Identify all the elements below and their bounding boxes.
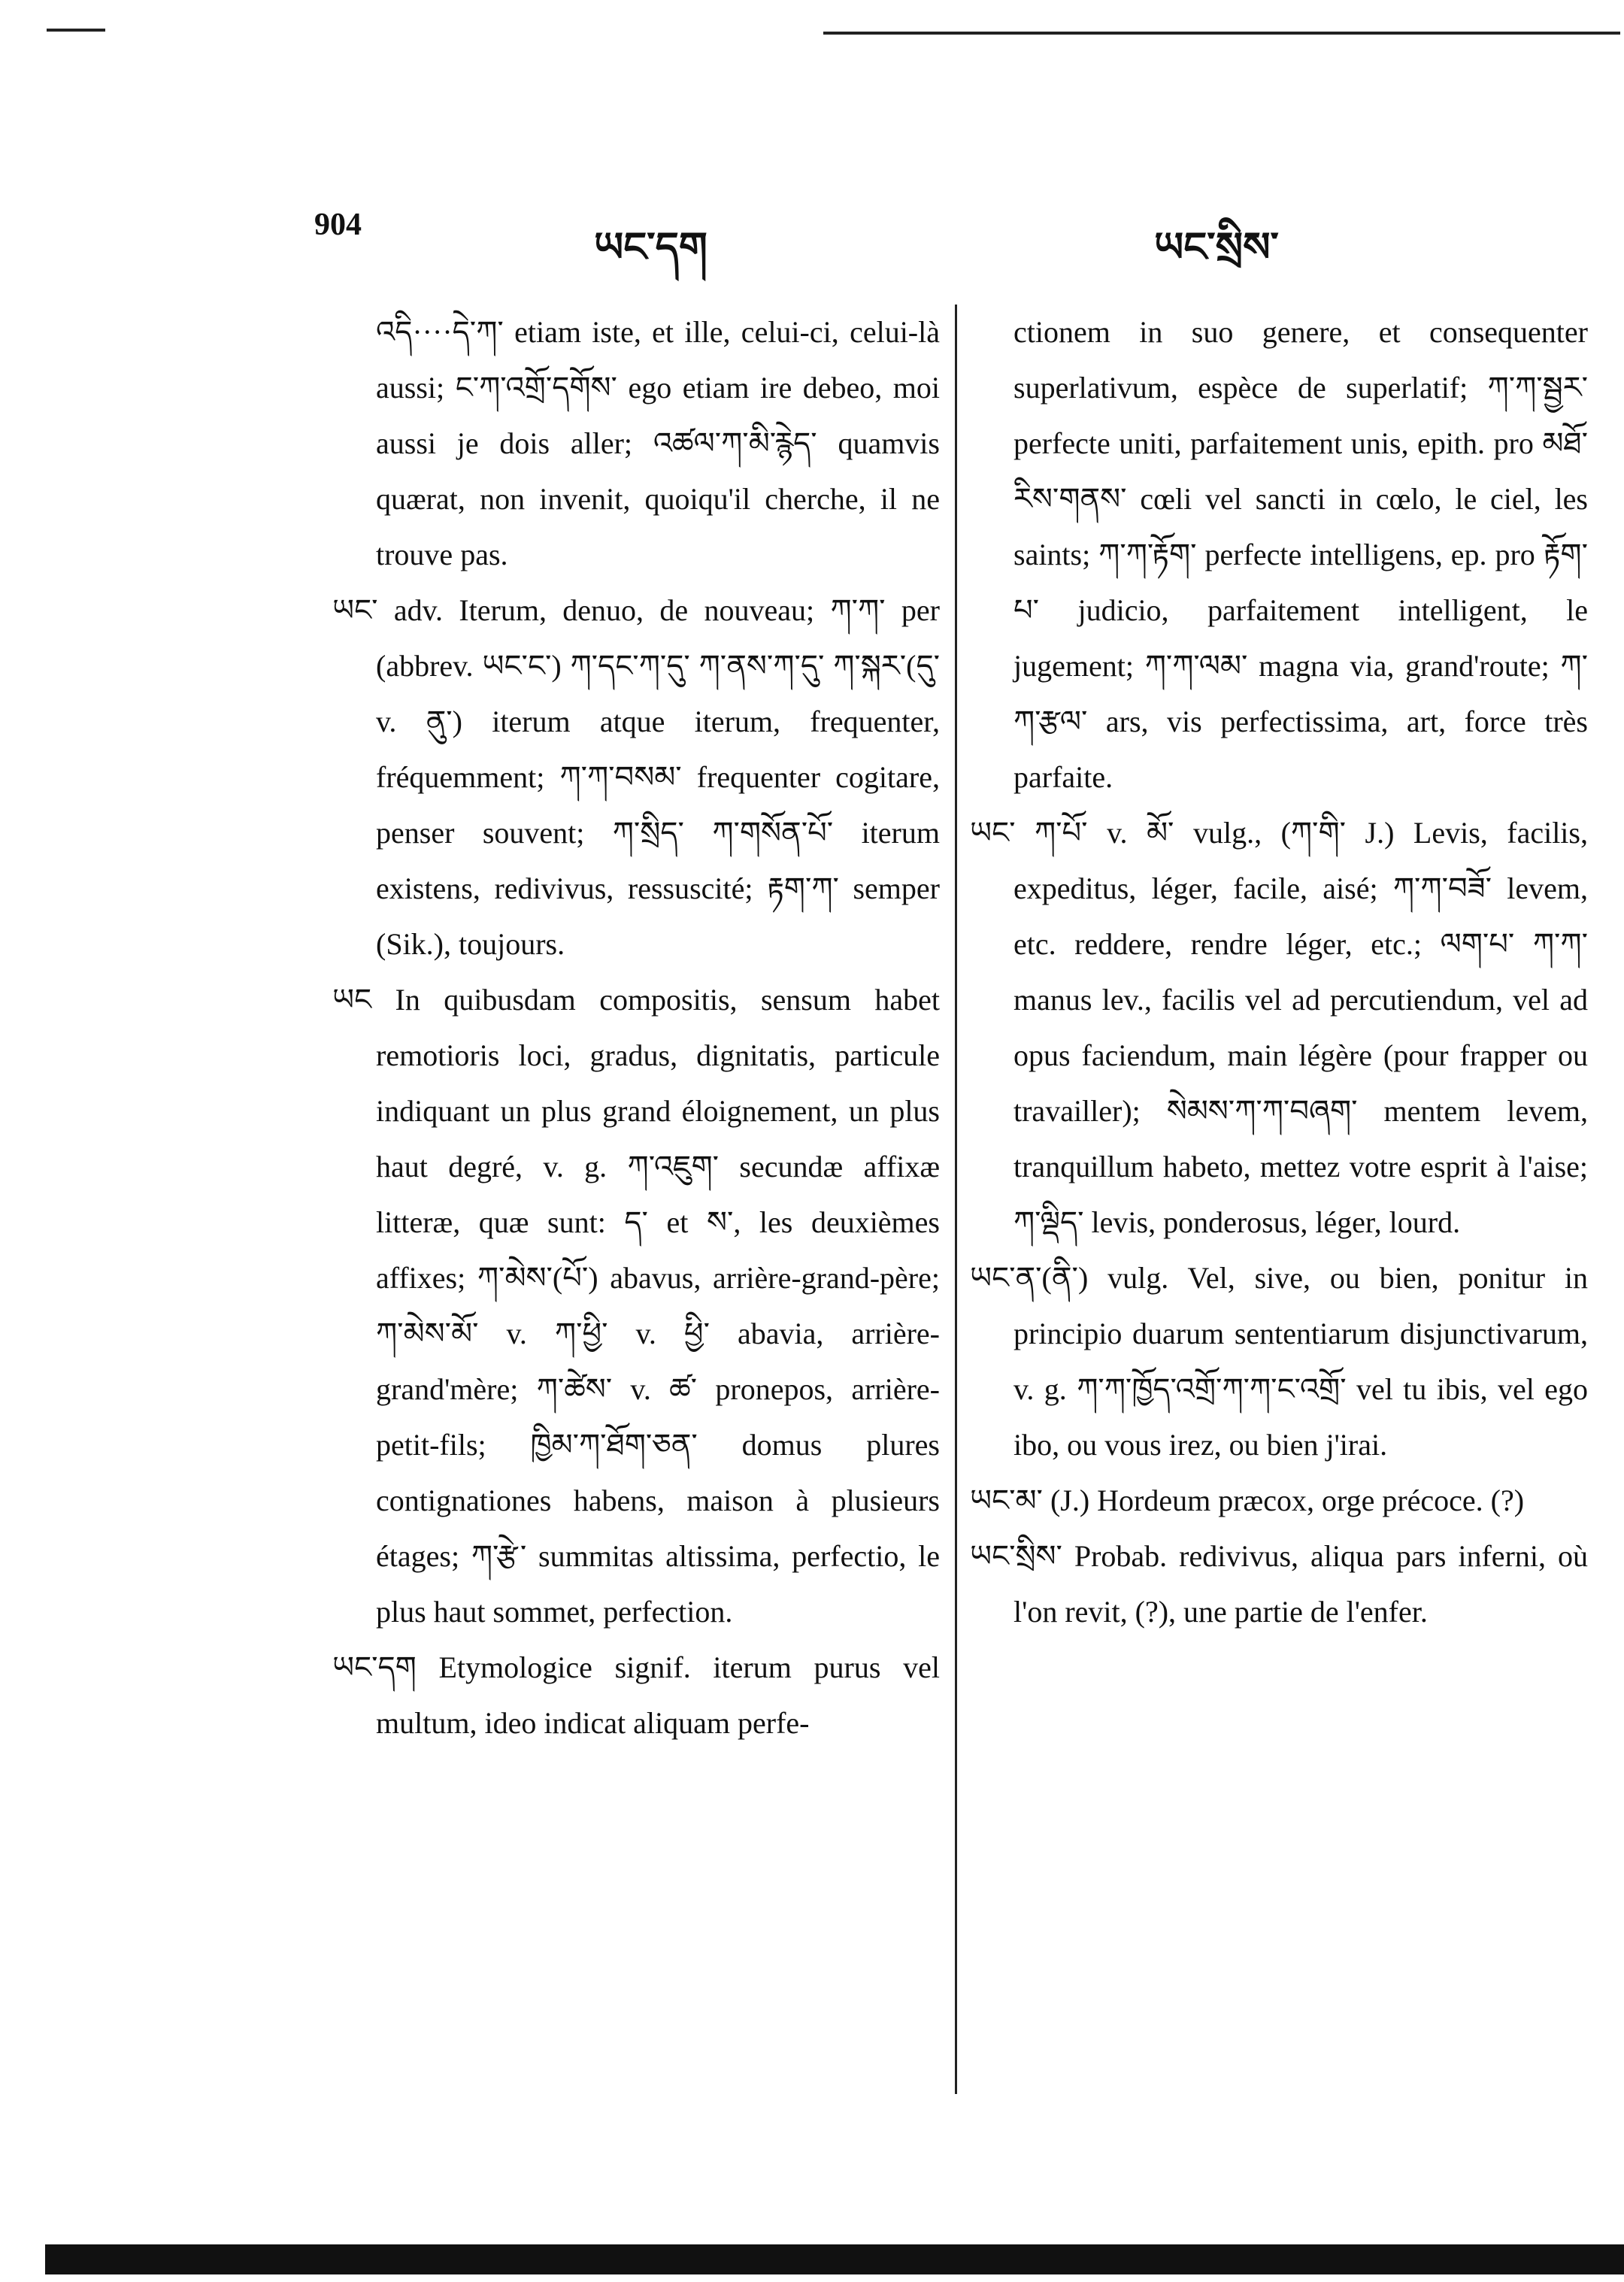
- right-entry-5: ཡང་སྲིས་ Probab. redivivus, aliqua pars inferni, où l'on revit, (?), une partie de l'enfer.: [970, 1539, 1588, 1629]
- left-entry-3: ཡང In quibusdam compositis, sensum habet remotioris loci, gradus, dignitatis, particule indiquant un plus grand éloignement, un plus haut degré, v. g. ཀ་འཇུག་ secundæ affixæ litteræ, quæ sunt: ད་ et ས་, les deuxièmes affixes; ཀ་མེས་(པོ་) abavus, arrière-grand-père; ཀ་མེས་མོ་ v. ཀ་ཕྱི་ v. ཕྱི་ abavia, arrière-grand'mère; ཀ་ཚེས་ v. ཚ་ pronepos, arrière-petit-fils; ཁྱིམ་ཀ་ཐོག་ཅན་ domus plures contignationes habens, maison à plusieurs étages; ཀ་རྩེ་ summitas altissima, perfectio, le plus haut sommet, perfection.: [332, 983, 940, 1629]
- left-column: [332, 305, 940, 1751]
- left-entry-4: ཡང་དག Etymologice signif. iterum purus vel multum, ideo indicat aliquam perfe-: [332, 1650, 940, 1740]
- right-entry-4: ཡང་མ་ (J.) Hordeum præcox, orge précoce. (?): [970, 1483, 1525, 1517]
- top-left-rule: [47, 29, 105, 32]
- bottom-scan-edge: [45, 2244, 1624, 2274]
- right-entry-3: ཡང་ན་(ནི་) vulg. Vel, sive, ou bien, ponitur in principio duarum sententiarum disjunctivarum, v. g. ཀ་ཀ་ཁྱོད་འགྲོ་ཀ་ཀ་ང་འགྲོ་ vel tu ibis, vel ego ibo, ou vous irez, ou bien j'irai.: [970, 1261, 1588, 1462]
- right-column: [970, 305, 1588, 1640]
- column-divider: [955, 305, 957, 2094]
- page-number: 904: [314, 208, 362, 242]
- header-right-word: ཡང་སྲིས་: [1154, 223, 1279, 271]
- right-entry-2: ཡང་ ཀ་པོ་ v. མོ་ vulg., (ཀ་གི་ J.) Levis, facilis, expeditus, léger, facile, aisé; ཀ་ཀ་བཟོ་ levem, etc. reddere, rendre léger, etc.; ལག་པ་ ཀ་ཀ་ manus lev., facilis vel ad percutiendum, vel ad opus faciendum, main légère (pour frapper ou travailler); སེམས་ཀ་ཀ་བཞག་ mentem levem, tranquillum habeto, mettez votre esprit à l'aise; ཀ་ལྡིད་ levis, ponderosus, léger, lourd.: [970, 816, 1588, 1239]
- left-entry-2: ཡང་ adv. Iterum, denuo, de nouveau; ཀ་ཀ་ per (abbrev. ཡང་ང་) ཀ་དང་ཀ་དུ་ ཀ་ནས་ཀ་དུ་ ཀ་སྐར་(དུ་ v. ནུ་) iterum atque iterum, frequenter, fréquemment; ཀ་ཀ་བསམ་ frequenter cogitare, penser souvent; ཀ་སྲིད་ ཀ་གསོན་པོ་ iterum existens, redivivus, ressuscité; རྟག་ཀ་ semper (Sik.), toujours.: [332, 593, 940, 961]
- header-left-word: ཡང་དག: [594, 223, 707, 271]
- right-entry-1: ctionem in suo genere, et consequenter superlativum, espèce de superlatif; ཀ་ཀ་སྦྱར་ perfecte uniti, parfaitement unis, epith. pro མཐོ་རིས་གནས་ cœli vel sancti in cœlo, le ciel, les saints; ཀ་ཀ་རྟོག་ perfecte intelligens, ep. pro རྟོག་པ་ judicio, parfaitement intelligent, le jugement; ཀ་ཀ་ལམ་ magna via, grand'route; ཀ་ཀ་རྩལ་ ars, vis perfectissima, art, force très parfaite.: [1013, 315, 1588, 794]
- left-entry-1: འདི····དེ་ཀ་ etiam iste, et ille, celui-ci, celui-là aussi; ང་ཀ་འགྲོ་དགོས་ ego etiam ire debeo, moi aussi je dois aller; འཚལ་ཀ་མི་རྙེད་ quamvis quærat, non invenit, quoiqu'il cherche, il ne trouve pas.: [376, 315, 940, 571]
- top-rule: [823, 32, 1620, 35]
